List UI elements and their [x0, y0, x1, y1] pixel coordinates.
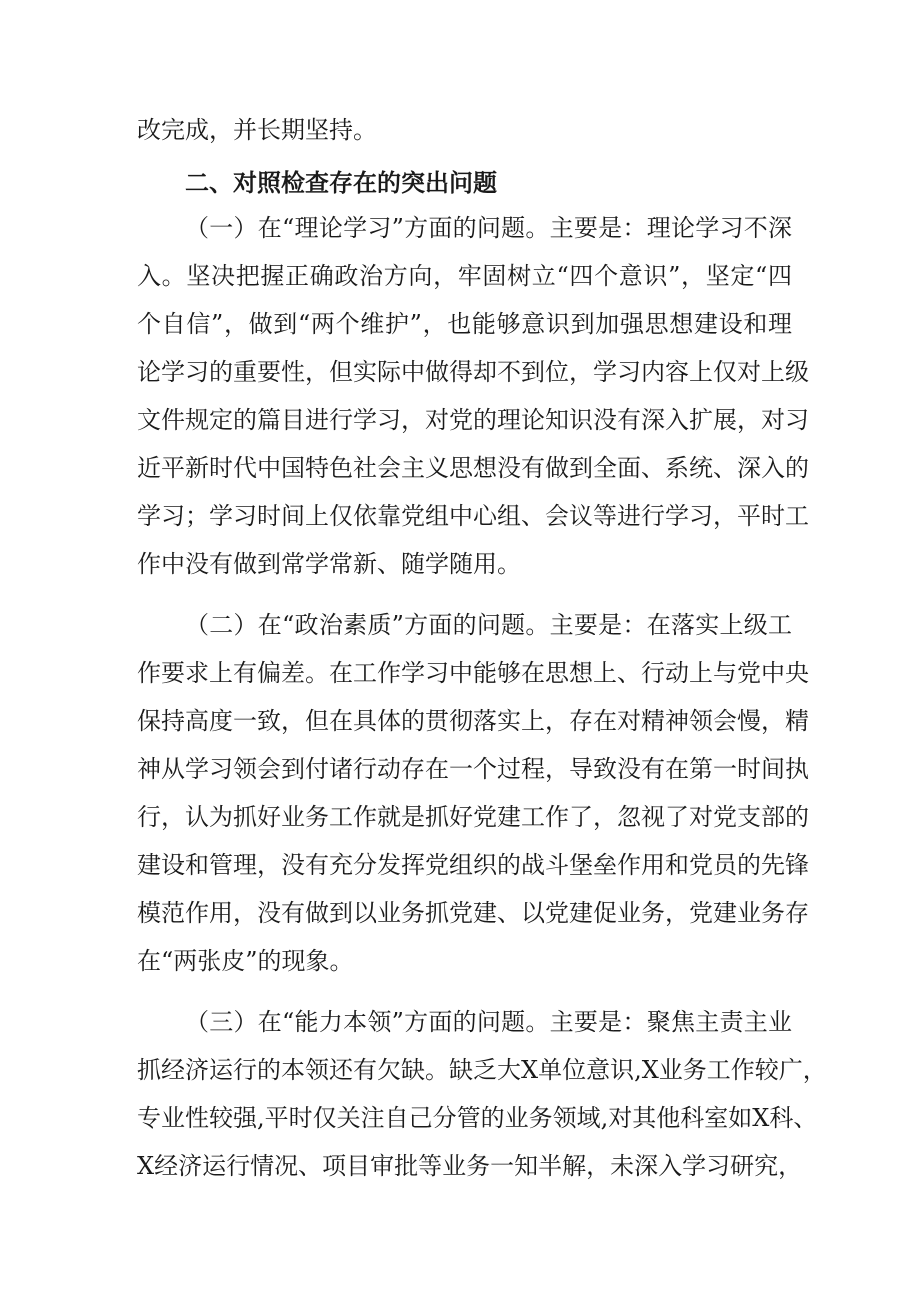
paragraph-line: （一）在“理论学习”方面的问题。主要是：理论学习不深	[185, 214, 792, 242]
paragraph-line: X经济运行情况、项目审批等业务一知半解，未深入学习研究，	[137, 1152, 803, 1180]
paragraph-line: 建设和管理，没有充分发挥党组织的战斗堡垒作用和党员的先锋	[137, 851, 809, 879]
paragraph-line: 近平新时代中国特色社会主义思想没有做到全面、系统、深入的	[137, 454, 809, 482]
paragraph-line: 作中没有做到常学常新、随学随用。	[137, 550, 521, 578]
paragraph-line: 作要求上有偏差。在工作学习中能够在思想上、行动上与党中央	[137, 659, 809, 687]
paragraph-line: 个自信”，做到“两个维护”，也能够意识到加强思想建设和理	[137, 310, 792, 338]
paragraph-line: 模范作用，没有做到以业务抓党建、以党建促业务，党建业务存	[137, 899, 809, 927]
paragraph-line: 行，认为抓好业务工作就是抓好党建工作了，忽视了对党支部的	[137, 803, 809, 831]
section-heading: 二、对照检查存在的突出问题	[185, 169, 497, 197]
paragraph-line: 神从学习领会到付诸行动存在一个过程，导致没有在第一时间执	[137, 755, 809, 783]
paragraph-line: 文件规定的篇目进行学习，对党的理论知识没有深入扩展，对习	[137, 406, 809, 434]
paragraph-line: 在“两张皮”的现象。	[137, 947, 354, 975]
continuation-line: 改完成，并长期坚持。	[137, 116, 377, 144]
paragraph-line: 学习；学习时间上仅依靠党组中心组、会议等进行学习，平时工	[137, 502, 809, 530]
paragraph-line: 保持高度一致，但在具体的贯彻落实上，存在对精神领会慢，精	[137, 707, 809, 735]
paragraph-line: （二）在“政治素质”方面的问题。主要是：在落实上级工	[185, 611, 792, 639]
paragraph-line: 抓经济运行的本领还有欠缺。缺乏大X单位意识,X业务工作较广，	[137, 1056, 827, 1084]
paragraph-line: 专业性较强,平时仅关注自己分管的业务领域,对其他科室如X科、	[137, 1104, 818, 1132]
paragraph-line: 入。坚决把握正确政治方向，牢固树立“四个意识”，坚定“四	[137, 262, 792, 290]
paragraph-line: （三）在“能力本领”方面的问题。主要是：聚焦主责主业	[185, 1008, 792, 1036]
paragraph-line: 论学习的重要性，但实际中做得却不到位，学习内容上仅对上级	[137, 358, 809, 386]
